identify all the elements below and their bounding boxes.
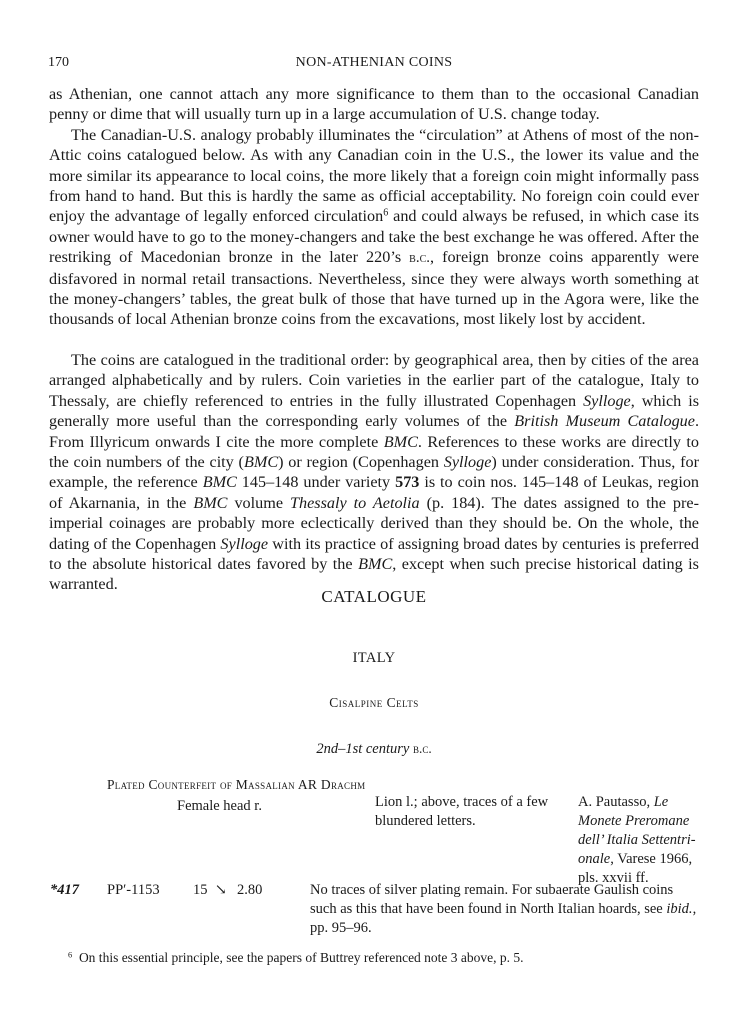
page-number: 170	[48, 55, 69, 70]
footnote: $^6$ On this essential principle, see the papers of Buttrey referenced note 3 above, p. 5.	[68, 950, 524, 965]
date-heading: 2nd–1st century b.c.	[316, 741, 432, 757]
running-header	[48, 55, 700, 75]
entry-number: *417	[50, 882, 79, 898]
arrow-down-right-icon: ↘	[214, 882, 227, 898]
region-heading: ITALY	[352, 650, 396, 666]
type-title: Plated Counterfeit of Massalian AR Drachm	[107, 777, 366, 792]
accession-number: PP′-1153	[107, 882, 160, 898]
reference-citation: A. Pautasso, Le Monete Preromane dell’ Italia Settentri-onale, Varese 1966, pls. xxvii ff.	[578, 794, 696, 886]
running-head-title: NON-ATHENIAN COINS	[295, 55, 453, 70]
diameter-and-axis: 15 ↘	[193, 882, 227, 898]
entry-note: No traces of silver plating remain. For subaerate Gaulish coins such as this that have been found in North Italian hoards, see ibid., pp. 95–96.	[310, 882, 697, 936]
footnote-ref[interactable]: 6	[383, 207, 389, 219]
paragraph-2: The Canadian-U.S. analogy probably illuminates the “circulation” at Athens of most of the non-Attic coins catalogued below. As with any Canadian coin in the U.S., the lower its value and the more similar its appearance to local coins, the more likely that a foreign coin might informally pass from hand to hand. But this is hardly the same as official acceptability. No foreign coin could ever enjoy the advantage of legally enforced circulation$^6$ and could always be refused, in which case its owner would have to go to the money-changers and take the best exchange he was offered. After the restriking of Macedonian bronze in the later 220’s b.c., foreign bronze coins apparently were disfavored in normal retail transactions. Nevertheless, since they were always worth something at the money-changers’ tables, the great bulk of those that have turned up in the Agora were, like the thousands of local Athenian bronze coins from the excavations, most likely lost by accident.	[49, 125, 699, 329]
paragraph-1: as Athenian, one cannot attach any more significance to them than to the occasional Canadian penny or dime that will usually turn up in a large accumulation of U.S. change today.	[49, 85, 699, 124]
catalogue-heading: CATALOGUE	[321, 587, 427, 606]
paragraph-3: The coins are catalogued in the traditional order: by geographical area, then by cities of the area arranged alphabetically and by rulers. Coin varieties in the earlier part of the catalogue, Italy to Thessaly, are chiefly referenced to entries in the fully illustrated Copenhagen Sylloge, which is generally more useful than the corresponding early volumes of the British Museum Catalogue. From Illyricum onwards I cite the more complete BMC. References to these works are directly to the coin numbers of the city (BMC) or region (Copenhagen Sylloge) under consideration. Thus, for example, the reference BMC 145–148 under variety 573 is to coin nos. 145–148 of Leukas, region of Akarnania, in the BMC volume Thessaly to Aetolia (p. 184). The dates assigned to the pre-imperial coinages are probably more eclectically derived than they should be. On the whole, the dating of the Copenhagen Sylloge with its practice of assigning broad dates by centuries is preferred to the absolute historical dates favored by the BMC, except when such precise historical dating is warranted.	[49, 350, 700, 594]
reverse-description: Lion l.; above, traces of a few blundered letters.	[375, 794, 549, 829]
obverse-description: Female head r.	[177, 798, 262, 814]
weight: 2.80	[237, 882, 263, 898]
body-text	[49, 84, 699, 595]
group-heading: Cisalpine Celts	[329, 695, 419, 710]
footnote-marker: 6	[68, 950, 73, 960]
